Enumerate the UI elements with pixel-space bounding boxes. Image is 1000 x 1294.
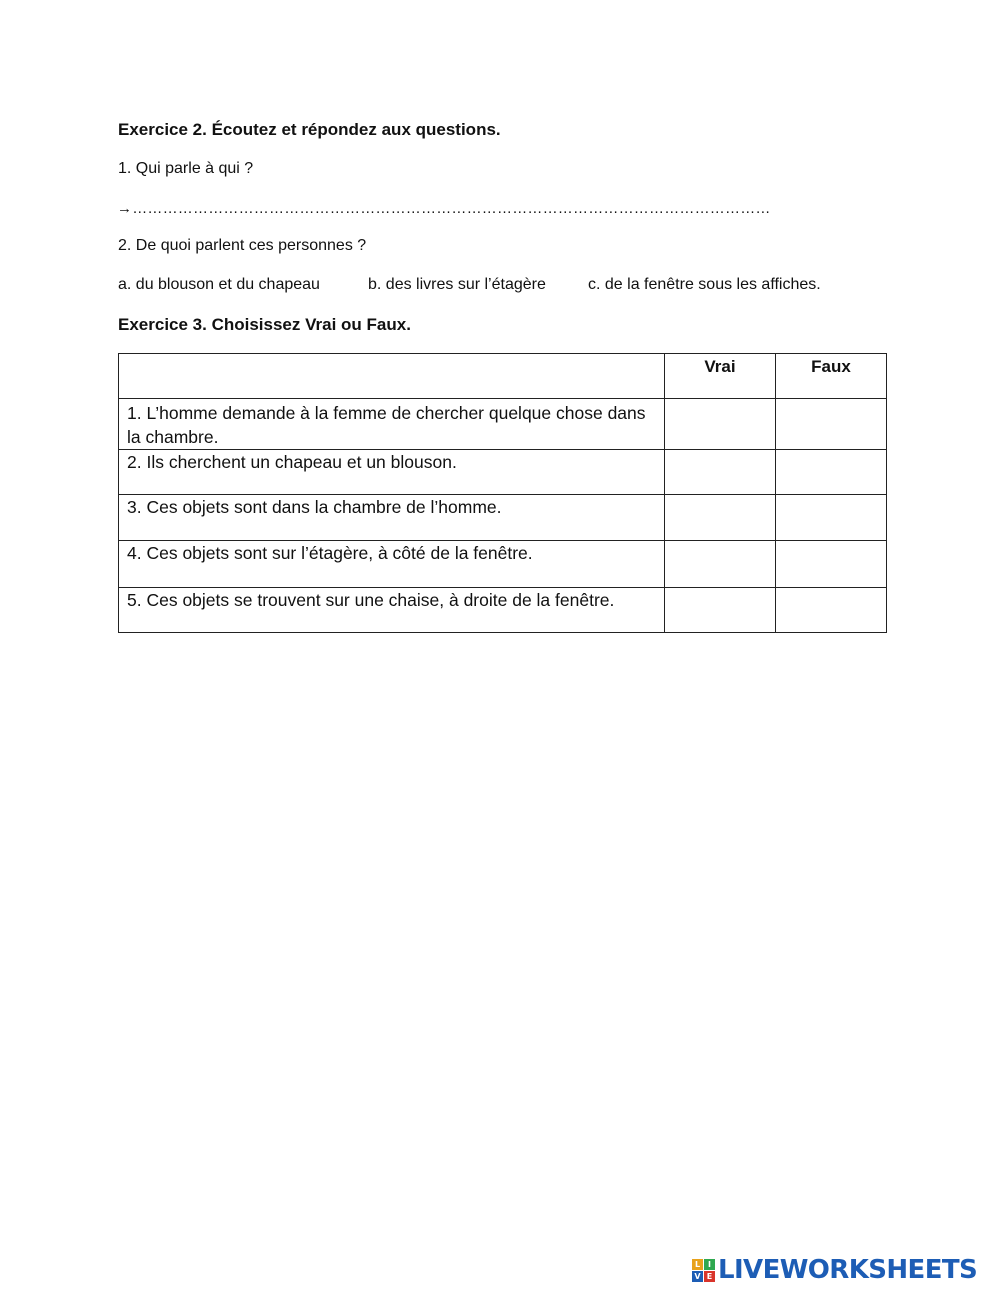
vrai-cell-1[interactable] bbox=[665, 399, 776, 450]
question-2: 2. De quoi parlent ces personnes ? bbox=[118, 237, 367, 254]
statement-5: 5. Ces objets se trouvent sur une chaise, à droite de la fenêtre. bbox=[119, 588, 665, 633]
exercise2-title: Exercice 2. Écoutez et répondez aux questions. bbox=[118, 120, 501, 139]
header-statement-cell bbox=[119, 354, 665, 399]
vrai-cell-5[interactable] bbox=[665, 588, 776, 633]
answer-dotted-line: →……………………………………………………………………………………………………………… bbox=[117, 200, 771, 217]
faux-cell-2[interactable] bbox=[776, 450, 887, 495]
option-c[interactable]: c. de la fenêtre sous les affiches. bbox=[588, 276, 821, 293]
logo-block-i: I bbox=[704, 1259, 715, 1270]
question-1: 1. Qui parle à qui ? bbox=[118, 160, 254, 177]
logo-block-e: E bbox=[704, 1271, 715, 1282]
faux-cell-5[interactable] bbox=[776, 588, 887, 633]
table-row bbox=[119, 495, 887, 541]
liveworksheets-logo bbox=[692, 1255, 977, 1285]
logo-text: LIVEWORKSHEETS bbox=[718, 1255, 978, 1285]
table-row bbox=[119, 541, 887, 588]
faux-cell-3[interactable] bbox=[776, 495, 887, 541]
logo-blocks-icon bbox=[692, 1259, 715, 1282]
faux-cell-4[interactable] bbox=[776, 541, 887, 588]
answer-input[interactable] bbox=[131, 198, 795, 222]
header-vrai: Vrai bbox=[665, 354, 776, 399]
exercise3-title: Exercice 3. Choisissez Vrai ou Faux. bbox=[118, 315, 411, 334]
statement-3: 3. Ces objets sont dans la chambre de l’homme. bbox=[119, 495, 665, 541]
table-row bbox=[119, 450, 887, 495]
table-header-row bbox=[119, 354, 887, 399]
logo-block-v: V bbox=[692, 1271, 703, 1282]
faux-cell-1[interactable] bbox=[776, 399, 887, 450]
vrai-cell-3[interactable] bbox=[665, 495, 776, 541]
table-row bbox=[119, 399, 887, 450]
statement-4: 4. Ces objets sont sur l’étagère, à côté de la fenêtre. bbox=[119, 541, 665, 588]
true-false-table bbox=[118, 353, 887, 633]
vrai-cell-4[interactable] bbox=[665, 541, 776, 588]
statement-1: 1. L’homme demande à la femme de chercher quelque chose dans la chambre. bbox=[119, 399, 665, 450]
statement-2: 2. Ils cherchent un chapeau et un blouson. bbox=[119, 450, 665, 495]
logo-block-l: L bbox=[692, 1259, 703, 1270]
vrai-cell-2[interactable] bbox=[665, 450, 776, 495]
option-a[interactable]: a. du blouson et du chapeau bbox=[118, 276, 320, 293]
table-row bbox=[119, 588, 887, 633]
option-b[interactable]: b. des livres sur l’étagère bbox=[368, 276, 546, 293]
header-faux: Faux bbox=[776, 354, 887, 399]
